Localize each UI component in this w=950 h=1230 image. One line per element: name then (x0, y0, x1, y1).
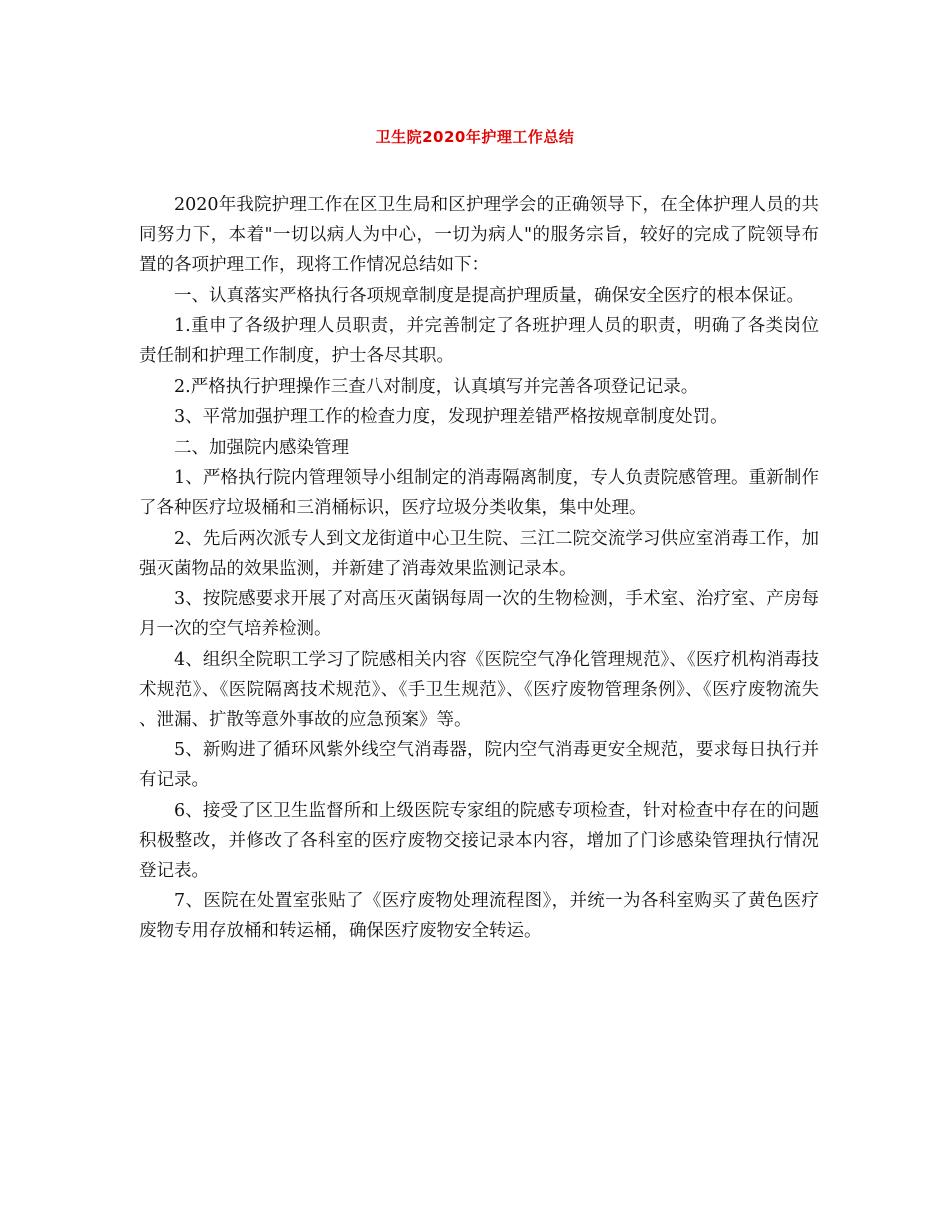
list-item: 4、组织全院职工学习了院感相关内容《医院空气净化管理规范》、《医疗机构消毒技术规范》、《医院隔离技术规范》、《手卫生规范》、《医疗废物管理条例》、《医疗废物流失、泄漏、扩散等意外事故的应急预案》等。 (139, 649, 819, 730)
list-item: 5、新购进了循环风紫外线空气消毒器，院内空气消毒更安全规范，要求每日执行并有记录。 (139, 740, 819, 790)
list-item: 6、接受了区卫生监督所和上级医院专家组的院感专项检查，针对检查中存在的问题积极整改，并修改了各科室的医疗废物交接记录本内容，增加了门诊感染管理执行情况登记表。 (139, 800, 819, 881)
list-item: 2.严格执行护理操作三查八对制度，认真填写并完善各项登记记录。 (174, 376, 699, 397)
list-item: 1.重申了各级护理人员职责，并完善制定了各班护理人员的职责，明确了各类岗位责任制和护理工作制度，护士各尽其职。 (139, 316, 819, 366)
list-item: 1、严格执行院内管理领导小组制定的消毒隔离制度，专人负责院感管理。重新制作了各种医疗垃圾桶和三消桶标识，医疗垃圾分类收集，集中处理。 (139, 468, 819, 518)
document-body (139, 190, 819, 947)
intro-paragraph: 2020年我院护理工作在区卫生局和区护理学会的正确领导下，在全体护理人员的共同努力下，本着"一切以病人为中心，一切为病人"的服务宗旨，较好的完成了院领导布置的各项护理工作，现将工作情况总结如下： (139, 195, 819, 275)
document-title: 卫生院2020年护理工作总结 (375, 128, 575, 146)
list-item: 7、医院在处置室张贴了《医疗废物处理流程图》，并统一为各科室购买了黄色医疗废物专用存放桶和转运桶，确保医疗废物安全转运。 (139, 891, 819, 941)
list-item: 3、平常加强护理工作的检查力度，发现护理差错严格按规章制度处罚。 (174, 407, 728, 427)
list-item: 3、按院感要求开展了对高压灭菌锅每周一次的生物检测，手术室、治疗室、产房每月一次的空气培养检测。 (139, 589, 819, 639)
list-item: 2、先后两次派专人到文龙街道中心卫生院、三江二院交流学习供应室消毒工作，加强灭菌物品的效果监测，并新建了消毒效果监测记录本。 (139, 528, 819, 579)
section-heading-1: 一、认真落实严格执行各项规章制度是提高护理质量，确保安全医疗的根本保证。 (174, 285, 804, 306)
section-heading-2: 二、加强院内感染管理 (174, 437, 349, 458)
